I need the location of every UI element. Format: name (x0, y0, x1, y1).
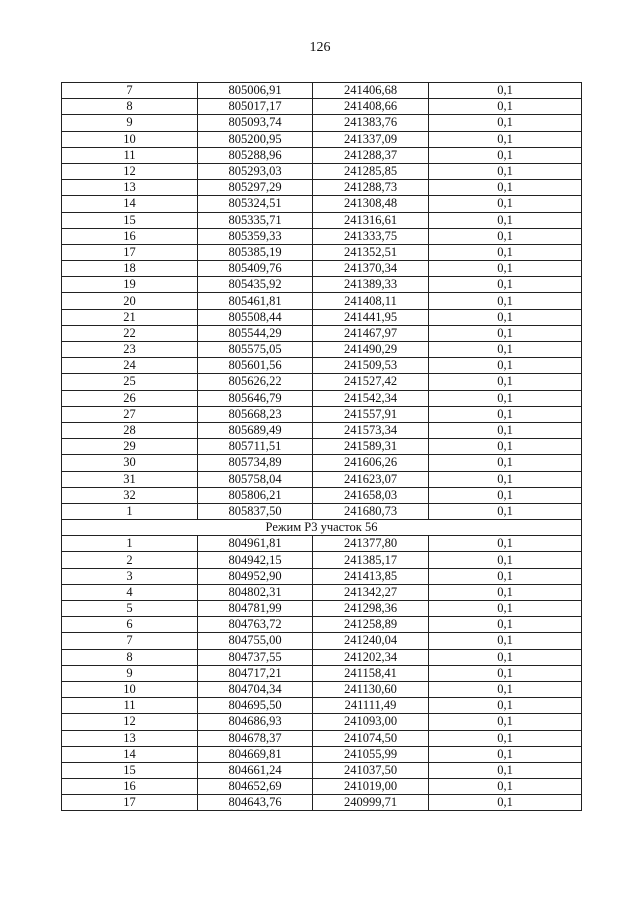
table-row (62, 714, 582, 730)
x-coordinate-cell: 804661,24 (198, 762, 313, 778)
y-coordinate-cell: 241467,97 (313, 325, 429, 341)
accuracy-cell: 0,1 (429, 681, 582, 697)
point-number-cell: 30 (62, 455, 198, 471)
point-number-cell: 26 (62, 390, 198, 406)
point-number-cell: 8 (62, 649, 198, 665)
y-coordinate-cell: 241111,49 (313, 698, 429, 714)
accuracy-cell: 0,1 (429, 698, 582, 714)
point-number-cell: 2 (62, 552, 198, 568)
accuracy-cell: 0,1 (429, 83, 582, 99)
accuracy-cell: 0,1 (429, 730, 582, 746)
point-number-cell: 1 (62, 503, 198, 519)
table-row (62, 536, 582, 552)
table-row (62, 131, 582, 147)
accuracy-cell: 0,1 (429, 358, 582, 374)
y-coordinate-cell: 241408,66 (313, 99, 429, 115)
table-row (62, 244, 582, 260)
table-row (62, 309, 582, 325)
table-row (62, 180, 582, 196)
y-coordinate-cell: 241258,89 (313, 617, 429, 633)
table-row (62, 406, 582, 422)
y-coordinate-cell: 241352,51 (313, 244, 429, 260)
x-coordinate-cell: 804942,15 (198, 552, 313, 568)
table-row (62, 698, 582, 714)
accuracy-cell: 0,1 (429, 422, 582, 438)
point-number-cell: 28 (62, 422, 198, 438)
y-coordinate-cell: 241158,41 (313, 665, 429, 681)
table-row (62, 584, 582, 600)
point-number-cell: 10 (62, 681, 198, 697)
table-row (62, 99, 582, 115)
y-coordinate-cell: 241413,85 (313, 568, 429, 584)
point-number-cell: 10 (62, 131, 198, 147)
y-coordinate-cell: 241337,09 (313, 131, 429, 147)
table-row (62, 374, 582, 390)
x-coordinate-cell: 804737,55 (198, 649, 313, 665)
x-coordinate-cell: 804717,21 (198, 665, 313, 681)
x-coordinate-cell: 805711,51 (198, 439, 313, 455)
accuracy-cell: 0,1 (429, 568, 582, 584)
accuracy-cell: 0,1 (429, 584, 582, 600)
x-coordinate-cell: 804802,31 (198, 584, 313, 600)
x-coordinate-cell: 805335,71 (198, 212, 313, 228)
x-coordinate-cell: 805758,04 (198, 471, 313, 487)
table-row (62, 601, 582, 617)
point-number-cell: 20 (62, 293, 198, 309)
section-header-row (62, 520, 582, 536)
y-coordinate-cell: 241509,53 (313, 358, 429, 374)
table-row (62, 277, 582, 293)
accuracy-cell: 0,1 (429, 552, 582, 568)
y-coordinate-cell: 241130,60 (313, 681, 429, 697)
table-row (62, 358, 582, 374)
accuracy-cell: 0,1 (429, 196, 582, 212)
accuracy-cell: 0,1 (429, 617, 582, 633)
accuracy-cell: 0,1 (429, 762, 582, 778)
y-coordinate-cell: 241383,76 (313, 115, 429, 131)
point-number-cell: 22 (62, 325, 198, 341)
y-coordinate-cell: 241606,26 (313, 455, 429, 471)
point-number-cell: 12 (62, 714, 198, 730)
x-coordinate-cell: 804643,76 (198, 795, 313, 811)
y-coordinate-cell: 241389,33 (313, 277, 429, 293)
x-coordinate-cell: 804704,34 (198, 681, 313, 697)
point-number-cell: 17 (62, 795, 198, 811)
accuracy-cell: 0,1 (429, 244, 582, 260)
accuracy-cell: 0,1 (429, 601, 582, 617)
point-number-cell: 5 (62, 601, 198, 617)
table-row (62, 439, 582, 455)
y-coordinate-cell: 241680,73 (313, 503, 429, 519)
accuracy-cell: 0,1 (429, 439, 582, 455)
x-coordinate-cell: 805017,17 (198, 99, 313, 115)
y-coordinate-cell: 241385,17 (313, 552, 429, 568)
accuracy-cell: 0,1 (429, 163, 582, 179)
y-coordinate-cell: 241093,00 (313, 714, 429, 730)
point-number-cell: 32 (62, 487, 198, 503)
point-number-cell: 15 (62, 212, 198, 228)
accuracy-cell: 0,1 (429, 503, 582, 519)
y-coordinate-cell: 241288,73 (313, 180, 429, 196)
accuracy-cell: 0,1 (429, 487, 582, 503)
table-row (62, 779, 582, 795)
point-number-cell: 18 (62, 261, 198, 277)
accuracy-cell: 0,1 (429, 746, 582, 762)
y-coordinate-cell: 241055,99 (313, 746, 429, 762)
y-coordinate-cell: 241288,37 (313, 147, 429, 163)
accuracy-cell: 0,1 (429, 309, 582, 325)
y-coordinate-cell: 241316,61 (313, 212, 429, 228)
x-coordinate-cell: 805461,81 (198, 293, 313, 309)
table-row (62, 568, 582, 584)
x-coordinate-cell: 804686,93 (198, 714, 313, 730)
y-coordinate-cell: 241589,31 (313, 439, 429, 455)
y-coordinate-cell: 241542,34 (313, 390, 429, 406)
x-coordinate-cell: 805093,74 (198, 115, 313, 131)
y-coordinate-cell: 241441,95 (313, 309, 429, 325)
accuracy-cell: 0,1 (429, 293, 582, 309)
x-coordinate-cell: 805575,05 (198, 342, 313, 358)
accuracy-cell: 0,1 (429, 633, 582, 649)
x-coordinate-cell: 805601,56 (198, 358, 313, 374)
table-row (62, 746, 582, 762)
y-coordinate-cell: 241557,91 (313, 406, 429, 422)
x-coordinate-cell: 805508,44 (198, 309, 313, 325)
point-number-cell: 17 (62, 244, 198, 260)
point-number-cell: 3 (62, 568, 198, 584)
table-row (62, 795, 582, 811)
point-number-cell: 13 (62, 730, 198, 746)
table-row (62, 503, 582, 519)
table-row (62, 212, 582, 228)
x-coordinate-cell: 804952,90 (198, 568, 313, 584)
table-row (62, 649, 582, 665)
table-row (62, 325, 582, 341)
point-number-cell: 7 (62, 633, 198, 649)
table-row (62, 762, 582, 778)
y-coordinate-cell: 241308,48 (313, 196, 429, 212)
y-coordinate-cell: 241527,42 (313, 374, 429, 390)
point-number-cell: 7 (62, 83, 198, 99)
accuracy-cell: 0,1 (429, 228, 582, 244)
x-coordinate-cell: 804669,81 (198, 746, 313, 762)
x-coordinate-cell: 805668,23 (198, 406, 313, 422)
y-coordinate-cell: 241658,03 (313, 487, 429, 503)
y-coordinate-cell: 241623,07 (313, 471, 429, 487)
accuracy-cell: 0,1 (429, 99, 582, 115)
y-coordinate-cell: 241408,11 (313, 293, 429, 309)
table-row (62, 147, 582, 163)
x-coordinate-cell: 805626,22 (198, 374, 313, 390)
table-row (62, 83, 582, 99)
x-coordinate-cell: 805006,91 (198, 83, 313, 99)
accuracy-cell: 0,1 (429, 536, 582, 552)
y-coordinate-cell: 241202,34 (313, 649, 429, 665)
table-row (62, 228, 582, 244)
point-number-cell: 1 (62, 536, 198, 552)
point-number-cell: 4 (62, 584, 198, 600)
point-number-cell: 25 (62, 374, 198, 390)
coordinates-table (61, 82, 582, 811)
point-number-cell: 24 (62, 358, 198, 374)
accuracy-cell: 0,1 (429, 342, 582, 358)
table-row (62, 293, 582, 309)
table-row (62, 633, 582, 649)
accuracy-cell: 0,1 (429, 795, 582, 811)
y-coordinate-cell: 241573,34 (313, 422, 429, 438)
point-number-cell: 13 (62, 180, 198, 196)
point-number-cell: 6 (62, 617, 198, 633)
x-coordinate-cell: 804961,81 (198, 536, 313, 552)
section-title: Режим Р3 участок 56 (62, 520, 582, 536)
table-row (62, 115, 582, 131)
accuracy-cell: 0,1 (429, 131, 582, 147)
y-coordinate-cell: 241490,29 (313, 342, 429, 358)
point-number-cell: 16 (62, 779, 198, 795)
accuracy-cell: 0,1 (429, 261, 582, 277)
point-number-cell: 29 (62, 439, 198, 455)
accuracy-cell: 0,1 (429, 406, 582, 422)
coordinates-table-body (62, 83, 582, 811)
accuracy-cell: 0,1 (429, 180, 582, 196)
accuracy-cell: 0,1 (429, 455, 582, 471)
y-coordinate-cell: 241333,75 (313, 228, 429, 244)
accuracy-cell: 0,1 (429, 212, 582, 228)
point-number-cell: 11 (62, 147, 198, 163)
table-row (62, 196, 582, 212)
x-coordinate-cell: 805689,49 (198, 422, 313, 438)
table-row (62, 665, 582, 681)
accuracy-cell: 0,1 (429, 471, 582, 487)
x-coordinate-cell: 804678,37 (198, 730, 313, 746)
table-row (62, 455, 582, 471)
point-number-cell: 19 (62, 277, 198, 293)
y-coordinate-cell: 241298,36 (313, 601, 429, 617)
table-row (62, 617, 582, 633)
x-coordinate-cell: 805288,96 (198, 147, 313, 163)
point-number-cell: 31 (62, 471, 198, 487)
x-coordinate-cell: 805359,33 (198, 228, 313, 244)
accuracy-cell: 0,1 (429, 649, 582, 665)
x-coordinate-cell: 805297,29 (198, 180, 313, 196)
y-coordinate-cell: 241285,85 (313, 163, 429, 179)
y-coordinate-cell: 241240,04 (313, 633, 429, 649)
point-number-cell: 16 (62, 228, 198, 244)
accuracy-cell: 0,1 (429, 665, 582, 681)
table-row (62, 487, 582, 503)
y-coordinate-cell: 240999,71 (313, 795, 429, 811)
point-number-cell: 11 (62, 698, 198, 714)
x-coordinate-cell: 805544,29 (198, 325, 313, 341)
table-row (62, 681, 582, 697)
accuracy-cell: 0,1 (429, 390, 582, 406)
accuracy-cell: 0,1 (429, 325, 582, 341)
y-coordinate-cell: 241019,00 (313, 779, 429, 795)
table-row (62, 552, 582, 568)
point-number-cell: 8 (62, 99, 198, 115)
point-number-cell: 21 (62, 309, 198, 325)
x-coordinate-cell: 805324,51 (198, 196, 313, 212)
x-coordinate-cell: 805435,92 (198, 277, 313, 293)
point-number-cell: 14 (62, 746, 198, 762)
y-coordinate-cell: 241406,68 (313, 83, 429, 99)
x-coordinate-cell: 805646,79 (198, 390, 313, 406)
x-coordinate-cell: 804781,99 (198, 601, 313, 617)
accuracy-cell: 0,1 (429, 779, 582, 795)
x-coordinate-cell: 805837,50 (198, 503, 313, 519)
x-coordinate-cell: 804652,69 (198, 779, 313, 795)
x-coordinate-cell: 804695,50 (198, 698, 313, 714)
accuracy-cell: 0,1 (429, 277, 582, 293)
y-coordinate-cell: 241377,80 (313, 536, 429, 552)
point-number-cell: 9 (62, 115, 198, 131)
point-number-cell: 14 (62, 196, 198, 212)
table-row (62, 390, 582, 406)
y-coordinate-cell: 241074,50 (313, 730, 429, 746)
y-coordinate-cell: 241342,27 (313, 584, 429, 600)
x-coordinate-cell: 805293,03 (198, 163, 313, 179)
x-coordinate-cell: 804763,72 (198, 617, 313, 633)
table-row (62, 261, 582, 277)
x-coordinate-cell: 804755,00 (198, 633, 313, 649)
x-coordinate-cell: 805806,21 (198, 487, 313, 503)
table-row (62, 730, 582, 746)
x-coordinate-cell: 805385,19 (198, 244, 313, 260)
x-coordinate-cell: 805409,76 (198, 261, 313, 277)
page-number: 126 (309, 40, 331, 55)
table-row (62, 471, 582, 487)
table-row (62, 163, 582, 179)
table-row (62, 422, 582, 438)
point-number-cell: 23 (62, 342, 198, 358)
y-coordinate-cell: 241370,34 (313, 261, 429, 277)
point-number-cell: 12 (62, 163, 198, 179)
accuracy-cell: 0,1 (429, 374, 582, 390)
accuracy-cell: 0,1 (429, 714, 582, 730)
point-number-cell: 9 (62, 665, 198, 681)
accuracy-cell: 0,1 (429, 115, 582, 131)
accuracy-cell: 0,1 (429, 147, 582, 163)
point-number-cell: 15 (62, 762, 198, 778)
point-number-cell: 27 (62, 406, 198, 422)
x-coordinate-cell: 805734,89 (198, 455, 313, 471)
table-row (62, 342, 582, 358)
x-coordinate-cell: 805200,95 (198, 131, 313, 147)
y-coordinate-cell: 241037,50 (313, 762, 429, 778)
